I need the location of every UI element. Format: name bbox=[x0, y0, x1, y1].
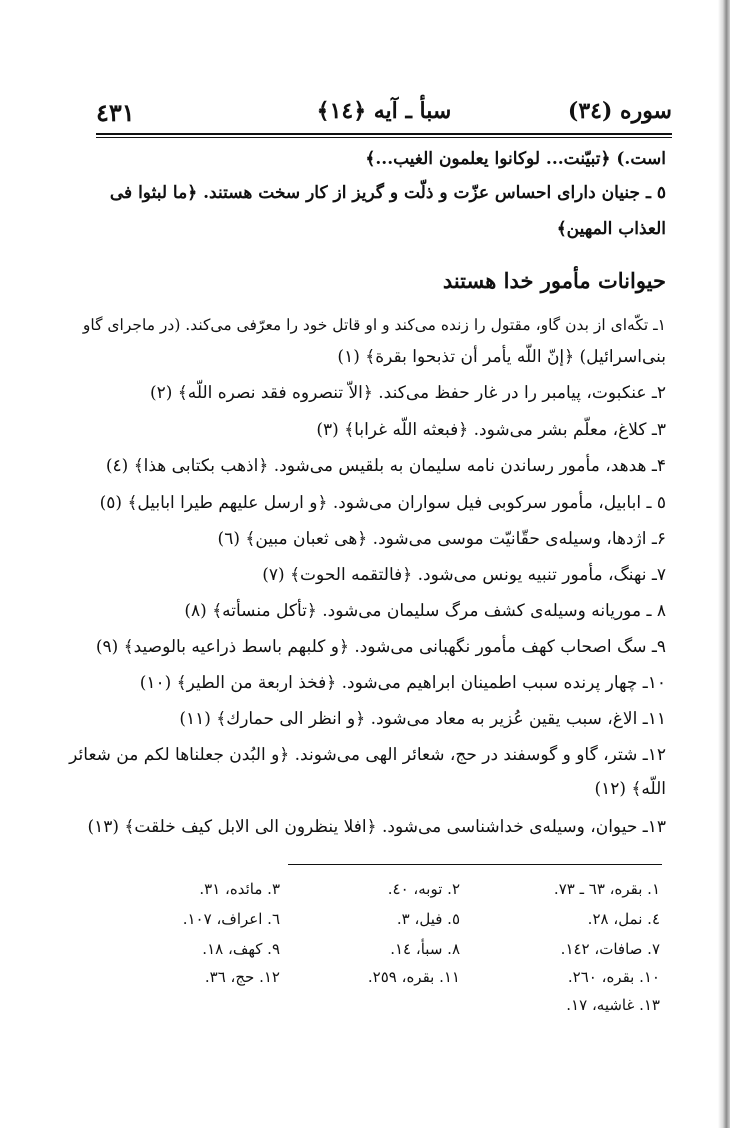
section-title: حيوانات مأمور خدا هستند bbox=[442, 268, 666, 293]
footnote: ٦. اعراف، ١٠٧. bbox=[182, 910, 280, 928]
list-item: اللّه﴾ (١٢) bbox=[594, 779, 666, 799]
intro-line: العذاب المهين﴾ bbox=[556, 219, 666, 239]
footnote: ٤. نمل، ٢٨. bbox=[587, 910, 660, 928]
list-item: ۶ـ اژدها، وسيله‌ى حقّانيّت موسى مى‌شود. ﴿هى ثعبان مبين﴾ (٦) bbox=[217, 529, 666, 549]
footnote: ١. بقره، ٦٣ ـ ٧٣. bbox=[553, 880, 660, 898]
list-item: ١١ـ الاغ، سبب يقين عُزير به معاد مى‌شود. ﴿و انظر الى حمارك﴾ (١١) bbox=[179, 709, 666, 729]
list-item: ٩ـ سگ اصحاب كهف مأمور نگهبانى مى‌شود. ﴿و كلبهم باسط ذراعيه بالوصيد﴾ (٩) bbox=[95, 637, 666, 657]
list-item: بنى‌اسرائيل) ﴿إنّ اللّه يأمر أن تذبحوا بقرة﴾ (١) bbox=[337, 347, 666, 367]
page-number: ٤٣١ bbox=[96, 98, 135, 127]
list-item: ٥ ـ ابابيل، مأمور سركوبى فيل سواران مى‌شود. ﴿و ارسل عليهم طيرا ابابيل﴾ (٥) bbox=[99, 493, 666, 513]
footnote: ٩. كهف، ١٨. bbox=[202, 940, 280, 958]
footnote: ٥. فيل، ٣. bbox=[396, 910, 460, 928]
header-rule bbox=[96, 133, 672, 138]
footnote: ١٠. بقره، ٢٦٠. bbox=[567, 968, 660, 986]
list-item: ١ـ تكّه‌اى از بدن گاو، مقتول را زنده مى‌كند و او قاتل خود را معرّفى مى‌كند. (در ماجراى گاو bbox=[82, 316, 666, 334]
page-header bbox=[96, 96, 672, 132]
list-item: ٧ـ نهنگ، مأمور تنبيه يونس مى‌شود. ﴿فالتقمه الحوت﴾ (٧) bbox=[262, 565, 666, 585]
footnote: ١٢. حج، ٣٦. bbox=[204, 968, 280, 986]
footnote: ٧. صافات، ١٤٢. bbox=[560, 940, 660, 958]
list-item: ١٢ـ شتر، گاو و گوسفند در حج، شعائر الهى مى‌شوند. ﴿و البُدن جعلناها لكم من شعائر bbox=[69, 745, 666, 765]
list-item: ٢ـ عنكبوت، پيامبر را در غار حفظ مى‌كند. ﴿الاّ تنصروه فقد نصره اللّه﴾ (٢) bbox=[149, 383, 666, 403]
list-item: ٣ـ كلاغ، معلّم بشر مى‌شود. ﴿فبعثه اللّه غرابا﴾ (٣) bbox=[316, 420, 666, 440]
footnote: ١٣. غاشيه، ١٧. bbox=[566, 996, 660, 1014]
footnote: ٢. توبه، ٤٠. bbox=[387, 880, 460, 898]
verse-label: سبأ ـ آيه ﴿١٤﴾ bbox=[316, 98, 452, 124]
footnote: ١١. بقره، ٢٥٩. bbox=[367, 968, 460, 986]
surah-label: سوره (٣٤) bbox=[567, 98, 672, 124]
footnote-rule bbox=[288, 864, 662, 865]
list-item: ١٠ـ چهار پرنده سبب اطمينان ابراهيم مى‌شود. ﴿فخذ اربعة من الطير﴾ (١٠) bbox=[139, 673, 666, 693]
intro-line: ٥ ـ جنيان داراى احساس عزّت و ذلّت و گريز از كار سخت هستند. ﴿ما لبثوا فى bbox=[109, 183, 666, 203]
page-edge-shadow bbox=[718, 0, 730, 1128]
footnote: ٨. سبأ، ١٤. bbox=[390, 940, 460, 958]
list-item: ٨ ـ موريانه وسيله‌ى كشف مرگ سليمان مى‌شود. ﴿تأكل منسأته﴾ (٨) bbox=[184, 601, 666, 621]
footnote: ٣. مائده، ٣١. bbox=[199, 880, 280, 898]
intro-line: است.) ﴿تبيّنت... لوكانوا يعلمون الغيب...﴾ bbox=[365, 149, 666, 169]
list-item: ۴ـ هدهد، مأمور رساندن نامه سليمان به بلقيس مى‌شود. ﴿اذهب بكتابى هذا﴾ (٤) bbox=[105, 456, 666, 476]
list-item: ١٣ـ حيوان، وسيله‌ى خداشناسى مى‌شود. ﴿افلا ينظرون الى الابل كيف خلقت﴾ (١٣) bbox=[87, 817, 666, 837]
